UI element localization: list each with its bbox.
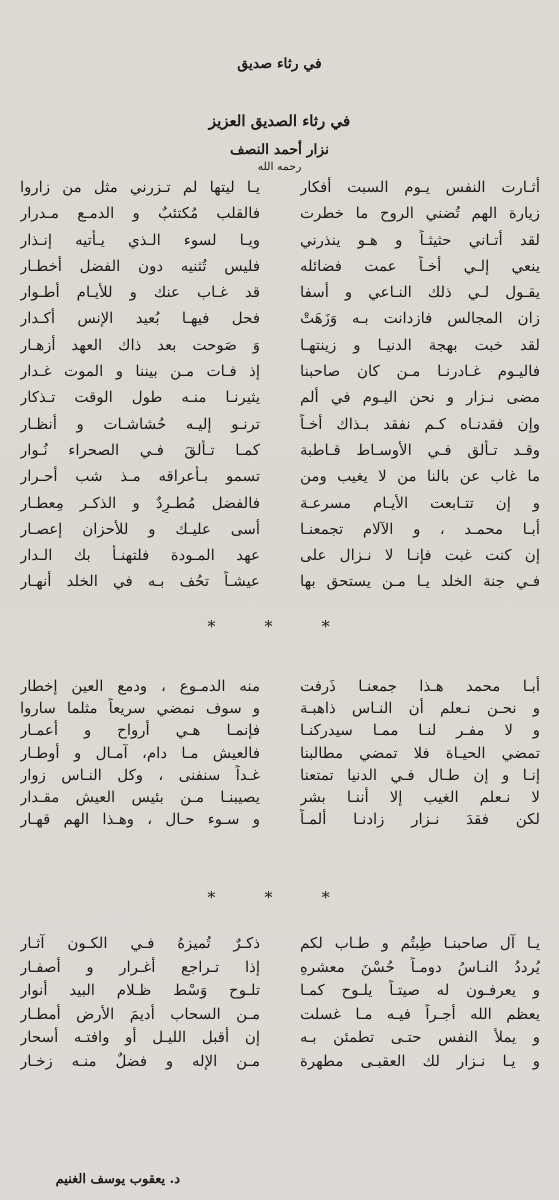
verse-second-hemistich: كمـا تـألقَ فـي الصحراء نُـوار xyxy=(20,440,260,459)
verse-second-hemistich: فالقلب مُكتئبٌ و الدمـع مـدرار xyxy=(20,204,260,223)
verse-second-hemistich: قد غـاب عنك و للأيـام أطـوار xyxy=(20,283,260,302)
author-signature: د. يعقوب يوسف الغنيم xyxy=(55,1172,180,1187)
verse-line xyxy=(20,256,540,282)
verse-second-hemistich: فحل فيهـا بُعيد الإنس أكـدار xyxy=(20,309,260,328)
verse-second-hemistich: تسمو بـأعراقه مـذ شب أحـرار xyxy=(20,467,260,486)
verse-line xyxy=(20,308,540,334)
poet-dua: رحمه الله xyxy=(257,160,302,173)
verse-first-hemistich: يقـول لـي ذلك النـاعي و أسفا xyxy=(300,283,540,302)
verse-first-hemistich: أبـا محمد هـذا جمعنـا ذَرفت xyxy=(300,677,540,695)
verse-first-hemistich: يعظم الله أجـراً فيـه مـا غسلت xyxy=(300,1004,540,1023)
verse-line xyxy=(20,571,540,597)
verse-second-hemistich: تلـوح وَسْط ظـلام البيد أنوار xyxy=(20,981,260,999)
verse-first-hemistich: و إن تتـابعت الأيـام مسرعـة xyxy=(300,493,540,512)
verse-second-hemistich: يـا ليتها لم تـزرني مثل من زاروا xyxy=(20,178,260,196)
verse-line xyxy=(20,519,540,545)
verse-line xyxy=(20,957,540,981)
verse-first-hemistich: لكن فقدَ نـزار زادنـا ألمـاً xyxy=(300,810,540,829)
verse-line xyxy=(20,676,540,698)
verse-line xyxy=(20,809,540,831)
verse-first-hemistich: و يعرفـون له صيتـاً يلـوح كمـا xyxy=(300,981,540,999)
verse-second-hemistich: منه الدمـوع ، ودمع العين إخطار xyxy=(20,677,260,695)
verse-line xyxy=(20,765,540,787)
stanza-separator: * * * xyxy=(207,888,352,907)
verse-second-hemistich: و سـوء حـال ، وهـذا الهم قهـار xyxy=(20,810,260,829)
verse-line xyxy=(20,361,540,387)
verse-first-hemistich: أثـارت النفس يـوم السبت أفكار xyxy=(300,178,540,196)
verse-first-hemistich: إن كنت غبت فإنـا لا نـزال على xyxy=(300,546,540,565)
page-header-title: في رثاء صديق xyxy=(237,56,322,72)
poet-name: نزار أحمد النصف xyxy=(229,142,330,158)
verse-second-hemistich: إن أقبل الليـل أو وافتـه أسحار xyxy=(20,1028,260,1046)
verse-second-hemistich: أسى عليـك و للأحزان إعصـار xyxy=(20,519,260,538)
poem-stanza-2 xyxy=(20,676,540,831)
verse-line xyxy=(20,282,540,308)
verse-first-hemistich: تمضي الحيـاة فلا تمضي مطالبنا xyxy=(300,743,540,762)
verse-first-hemistich: إنـا و إن طـال فـي الدنيا تمتعنا xyxy=(300,765,540,784)
verse-second-hemistich: ترنـو إليـه حُشاشـات و أنظـار xyxy=(20,414,260,433)
verse-second-hemistich: مـن الإله و فضلٌ منـه زخـار xyxy=(20,1051,260,1070)
poem-title: في رثاء الصديق العزيز xyxy=(208,112,351,130)
verse-second-hemistich: إذا تـراجع أغـرار و أصفـار xyxy=(20,957,260,976)
verse-first-hemistich: وقـد تـألق فـي الأوسـاط قـاطبة xyxy=(300,440,540,459)
verse-second-hemistich: وَ صَوحت بعد ذاك العهد أزهـار xyxy=(20,335,260,354)
verse-first-hemistich: وإن فقدنـاه كـم نفقد بـذاك أخـاً xyxy=(300,414,540,433)
verse-line xyxy=(20,493,540,519)
verse-first-hemistich: و يملأ النفس حتـى تطمئن بـه xyxy=(300,1028,540,1046)
verse-first-hemistich: يُرددُ النـاسُ دومـاً حُسْنَ معشرهِ xyxy=(300,957,540,976)
verse-second-hemistich: فالعيش مـا دام، آمـال و أوطـار xyxy=(20,743,260,762)
verse-first-hemistich: فـي جنة الخلد يـا مـن يستحق بها xyxy=(300,572,540,591)
verse-line xyxy=(20,787,540,809)
verse-second-hemistich: ويـا لسوء الـذي يـأتيه إنـذار xyxy=(20,230,260,249)
verse-first-hemistich: لا نـعلم الغيب إلا أننـا بشر xyxy=(300,787,540,806)
poem-stanza-1 xyxy=(20,177,540,598)
verse-second-hemistich: عيشـاً تحُف بـه في الخلد أنهـار xyxy=(20,572,260,591)
verse-line xyxy=(20,720,540,742)
verse-first-hemistich: لقد أتـاني حثيثـاً و هـو ينذرني xyxy=(300,230,540,249)
verse-first-hemistich: ينعي إلـي أخـاً عمت فضائله xyxy=(300,256,540,275)
verse-first-hemistich: زيارة الهم تُضني الروح ما خطرت xyxy=(300,204,540,223)
verse-second-hemistich: و سوف نمضي سريعاً مثلما ساروا xyxy=(20,699,260,718)
verse-line xyxy=(20,933,540,957)
verse-first-hemistich: و لا مفـر لنـا ممـا سيدركنـا xyxy=(300,721,540,740)
verse-line xyxy=(20,177,540,203)
verse-second-hemistich: فليس تُثنيه دون الفضل أخطـار xyxy=(20,256,260,275)
verse-second-hemistich: يصيبنـا مـن بئيس العيش مقـدار xyxy=(20,787,260,806)
verse-second-hemistich: ذكـرٌ تُميزهُ فـي الكـون آثـار xyxy=(20,934,260,952)
verse-first-hemistich: يـا آل صاحبنـا طِبتُم و طـاب لكم xyxy=(300,934,540,952)
verse-first-hemistich: فاليـوم غـادرنـا مـن كان صاحبنا xyxy=(300,362,540,381)
verse-line xyxy=(20,980,540,1004)
verse-line xyxy=(20,1027,540,1051)
verse-line xyxy=(20,414,540,440)
verse-line xyxy=(20,1051,540,1075)
verse-line xyxy=(20,230,540,256)
verse-line xyxy=(20,387,540,413)
verse-first-hemistich: ما غاب عن بالنا من لا يغيب ومن xyxy=(300,467,540,486)
verse-second-hemistich: غـداً سنفنى ، وكل النـاس زوار xyxy=(20,765,260,784)
verse-first-hemistich: لقد خبت بهجة الدنيـا و زينتهـا xyxy=(300,335,540,354)
verse-second-hemistich: فإنمـا هـي أرواح و أعمـار xyxy=(20,721,260,740)
verse-line xyxy=(20,545,540,571)
verse-first-hemistich: أبـا محمـد ، و الآلام تجمعنـا xyxy=(300,519,540,538)
verse-first-hemistich: زان المجالس فازدانت بـه وَزَهَتْ xyxy=(300,309,540,328)
poem-stanza-3 xyxy=(20,933,540,1074)
verse-line xyxy=(20,743,540,765)
verse-second-hemistich: يثيرنـا منـه طول الوقت تـذكار xyxy=(20,388,260,407)
stanza-separator: * * * xyxy=(207,617,352,636)
verse-line xyxy=(20,335,540,361)
verse-line xyxy=(20,466,540,492)
verse-second-hemistich: فالفضل مُطـرِدٌ و الذكـر مِعطـار xyxy=(20,493,260,512)
verse-second-hemistich: إذ فـات مـن بيننا و الموت غـدار xyxy=(20,362,260,381)
verse-line xyxy=(20,440,540,466)
verse-line xyxy=(20,203,540,229)
verse-line xyxy=(20,1004,540,1028)
verse-second-hemistich: عهد المـودة فلتهنـأ بك الـدار xyxy=(20,546,260,565)
verse-line xyxy=(20,698,540,720)
verse-first-hemistich: و يـا نـزار لك العقبـى مطهرة xyxy=(300,1051,540,1070)
verse-first-hemistich: و نحـن نـعلم أن النـاس ذاهبـة xyxy=(300,699,540,718)
verse-second-hemistich: مـن السحاب أديمَ الأرض أمطـار xyxy=(20,1004,260,1023)
verse-first-hemistich: مضى نـزار و نحن اليـوم في ألم xyxy=(300,388,540,407)
